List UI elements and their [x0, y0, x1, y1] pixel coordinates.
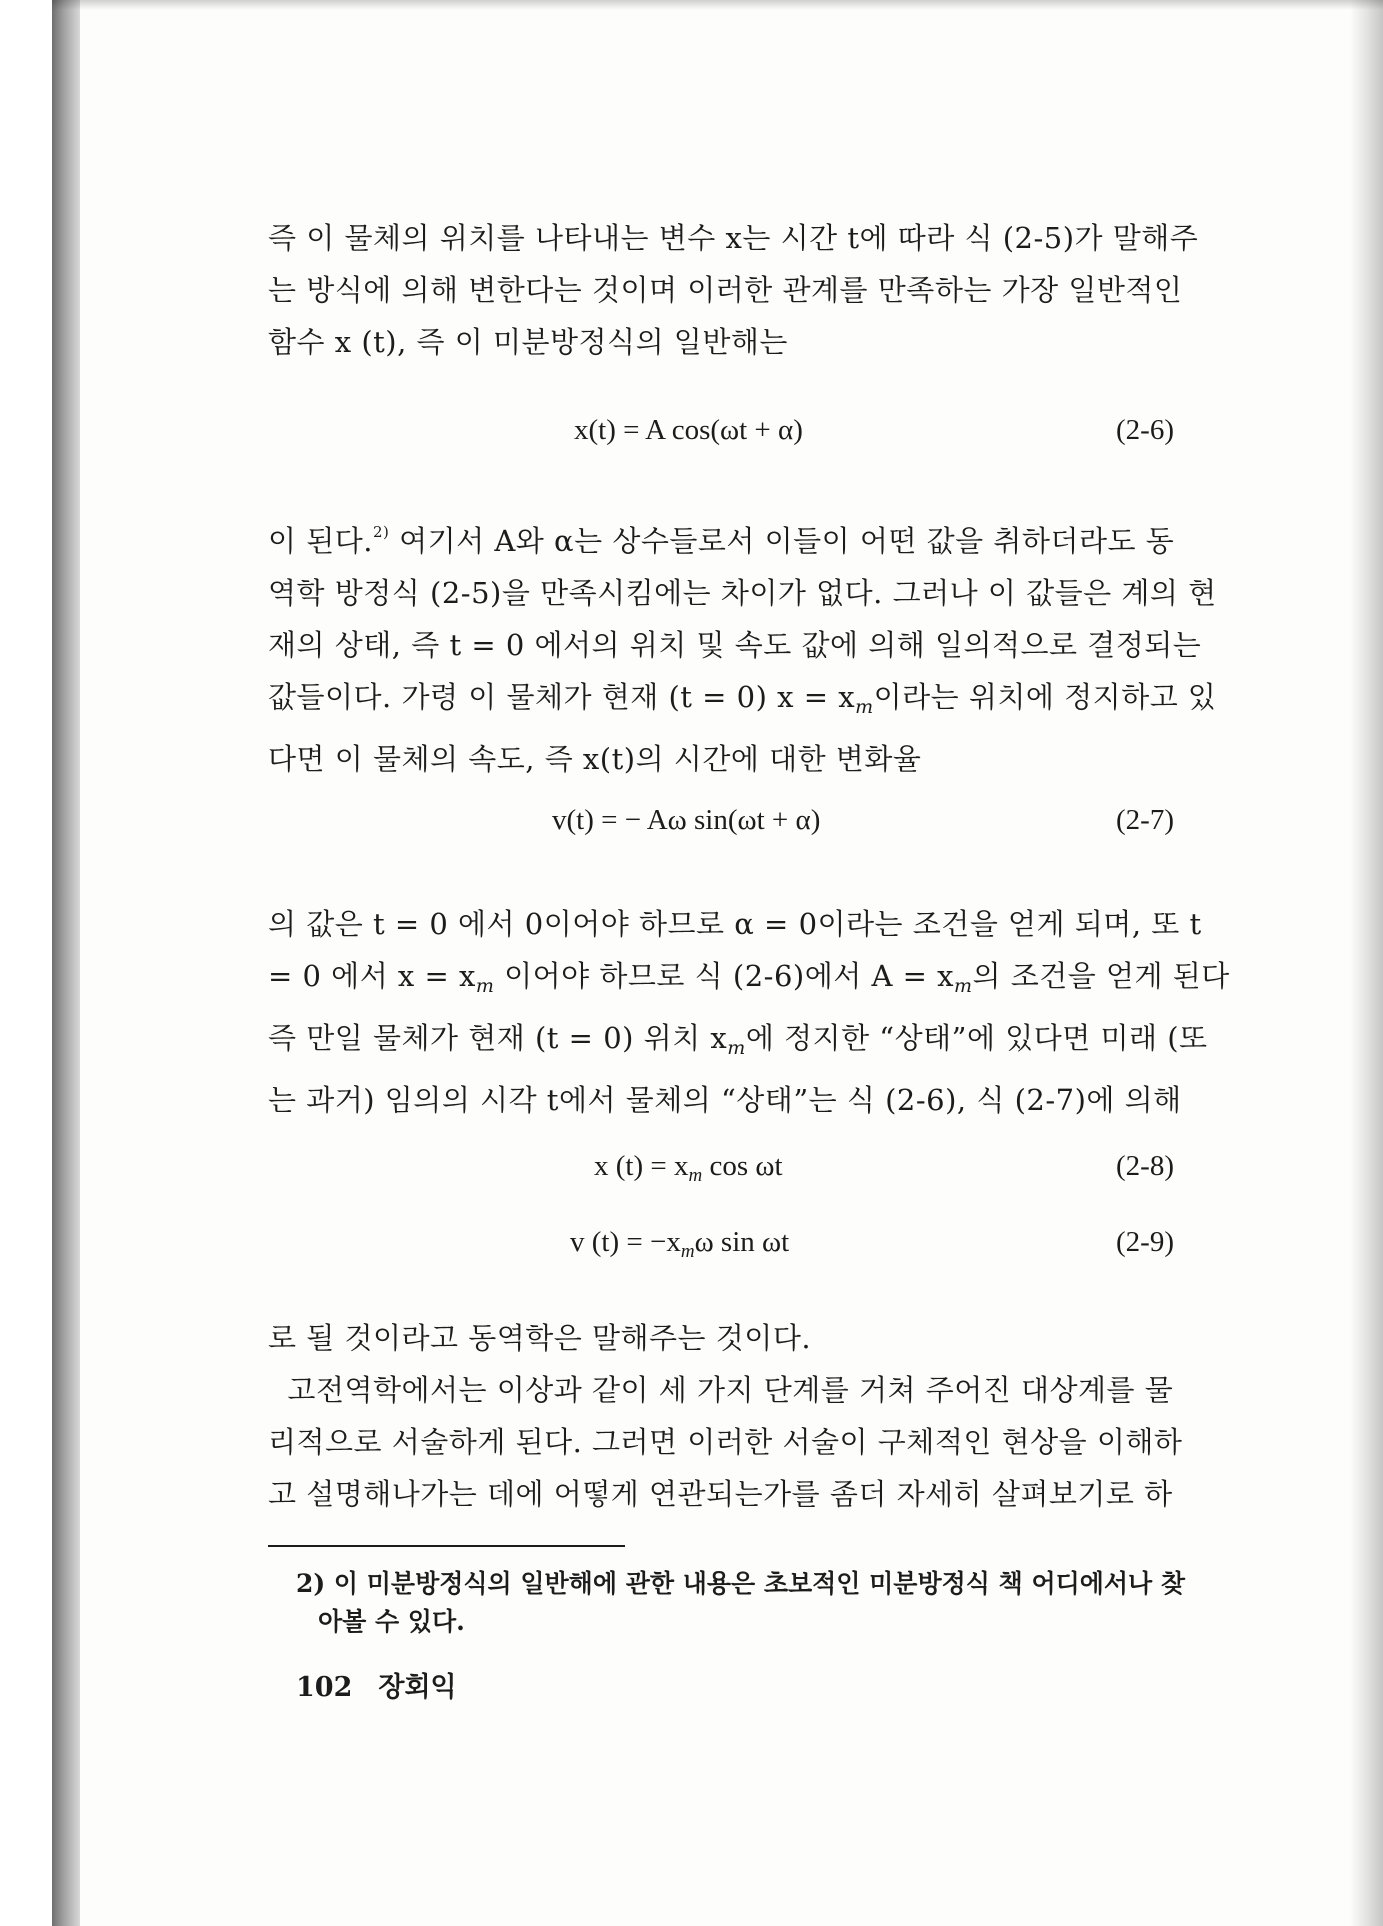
paragraph-2-line-4-rest: 이라는 위치에 정지하고 있: [873, 680, 1217, 714]
equation-2-9-lhs: v (t) = −x: [570, 1226, 681, 1258]
equation-2-9: [268, 1226, 1174, 1270]
paragraph-2-line-1: [268, 506, 1204, 567]
paragraph-3-line-2-a: = 0 에서 x = x: [268, 959, 476, 993]
paragraph-2-line-5: 다면 이 물체의 속도, 즉 x(t)의 시간에 대한 변화율: [268, 742, 922, 776]
footnote-line-2: 아볼 수 있다.: [318, 1607, 465, 1636]
paragraph-3-line-1: 의 값은 t = 0 에서 0이어야 하므로 α = 0이라는 조건을 얻게 되며, 또 t: [268, 907, 1202, 941]
paragraph-4-line-2: 고전역학에서는 이상과 같이 세 가지 단계를 거쳐 주어진 대상계를 물: [268, 1373, 1174, 1407]
paragraph-3-line-3: [268, 1012, 1208, 1074]
subscript-m: m: [475, 975, 495, 997]
paragraph-2-line-1-rest: 여기서 A와 α는 상수들로서 이들이 어떤 값을 취하더라도 동: [389, 524, 1175, 558]
equation-2-8-rhs: cos ωt: [702, 1150, 783, 1182]
equation-2-6-expression: x(t) = A cos(ωt + α): [574, 414, 803, 446]
subscript-m: m: [954, 975, 973, 997]
subscript-m: m: [680, 1241, 695, 1262]
paragraph-3-line-3-a: 즉 만일 물체가 현재 (t = 0) 위치 x: [268, 1021, 728, 1055]
paragraph-2-line-2: 역학 방정식 (2-5)을 만족시킴에는 차이가 없다. 그러나 이 값들은 계의 현: [268, 576, 1217, 610]
equation-2-6: [268, 414, 1174, 458]
subscript-m: m: [855, 696, 874, 718]
paragraph-3: [268, 898, 1230, 1126]
paragraph-3-line-3-b: 에 정지한 “상태”에 있다면 미래 (또: [745, 1021, 1208, 1055]
paragraph-3-line-2: [268, 950, 1230, 1012]
equation-2-9-rhs: ω sin ωt: [694, 1226, 790, 1258]
footnote-line-1: 2) 이 미분방정식의 일반해에 관한 내용은 초보적인 미분방정식 책 어디에서나 찾: [296, 1569, 1186, 1598]
footnote-marker: 2): [372, 523, 390, 541]
equation-2-7-number: (2-7): [1116, 804, 1174, 836]
paragraph-2-line-3: 재의 상태, 즉 t = 0 에서의 위치 및 속도 값에 의해 일의적으로 결정되는: [268, 628, 1202, 662]
subscript-m: m: [688, 1165, 703, 1186]
paragraph-4-line-4: 고 설명해나가는 데에 어떻게 연관되는가를 좀더 자세히 살펴보기로 하: [268, 1477, 1173, 1511]
paragraph-1-line-3: 함수 x (t), 즉 이 미분방정식의 일반해는: [268, 325, 788, 359]
paragraph-1-line-2: 는 방식에 의해 변한다는 것이며 이러한 관계를 만족하는 가장 일반적인: [268, 273, 1183, 307]
equation-2-9-expression: [570, 1226, 789, 1263]
page-number: 102: [296, 1672, 353, 1703]
subscript-m: m: [727, 1037, 746, 1059]
paragraph-1: [268, 212, 1204, 368]
equation-2-7: [268, 804, 1174, 848]
paragraph-3-line-2-b: 이어야 하므로 식 (2-6)에서 A = x: [494, 959, 955, 993]
equation-2-6-number: (2-6): [1116, 414, 1174, 446]
paragraph-3-line-4: 는 과거) 임의의 시각 t에서 물체의 “상태”는 식 (2-6), 식 (2-7)에 의해: [268, 1083, 1182, 1117]
paragraph-2: [268, 506, 1217, 785]
footnote: [296, 1565, 1204, 1641]
equation-2-8-expression: [594, 1150, 783, 1187]
paragraph-2-line-1-start: 이 된다.: [268, 524, 373, 558]
page-top-shadow: [52, 0, 1383, 10]
equation-2-8: [268, 1150, 1174, 1194]
book-spine-edge: [52, 0, 80, 1926]
paragraph-2-line-4: [268, 671, 1217, 733]
equation-2-8-lhs: x (t) = x: [594, 1150, 689, 1182]
page-edge-shadow: [1350, 0, 1383, 1926]
footnote-divider: [268, 1545, 625, 1547]
page-footer: [296, 1665, 483, 1704]
paragraph-1-line-1: 즉 이 물체의 위치를 나타내는 변수 x는 시간 t에 따라 식 (2-5)가 말해주: [268, 221, 1199, 255]
author-name: 장회익: [378, 1672, 457, 1703]
equation-2-9-number: (2-9): [1116, 1226, 1174, 1258]
equation-2-7-expression: v(t) = − Aω sin(ωt + α): [552, 804, 821, 836]
paragraph-4-line-3: 리적으로 서술하게 된다. 그러면 이러한 서술이 구체적인 현상을 이해하: [268, 1425, 1183, 1459]
paragraph-2-line-4-start: 값들이다. 가령 이 물체가 현재 (t = 0) x = x: [268, 680, 856, 714]
paragraph-3-line-2-c: 의 조건을 얻게 된다: [972, 959, 1230, 993]
paragraph-4: [268, 1312, 1204, 1520]
equation-2-8-number: (2-8): [1116, 1150, 1174, 1182]
paragraph-4-line-1: 로 될 것이라고 동역학은 말해주는 것이다.: [268, 1321, 812, 1355]
